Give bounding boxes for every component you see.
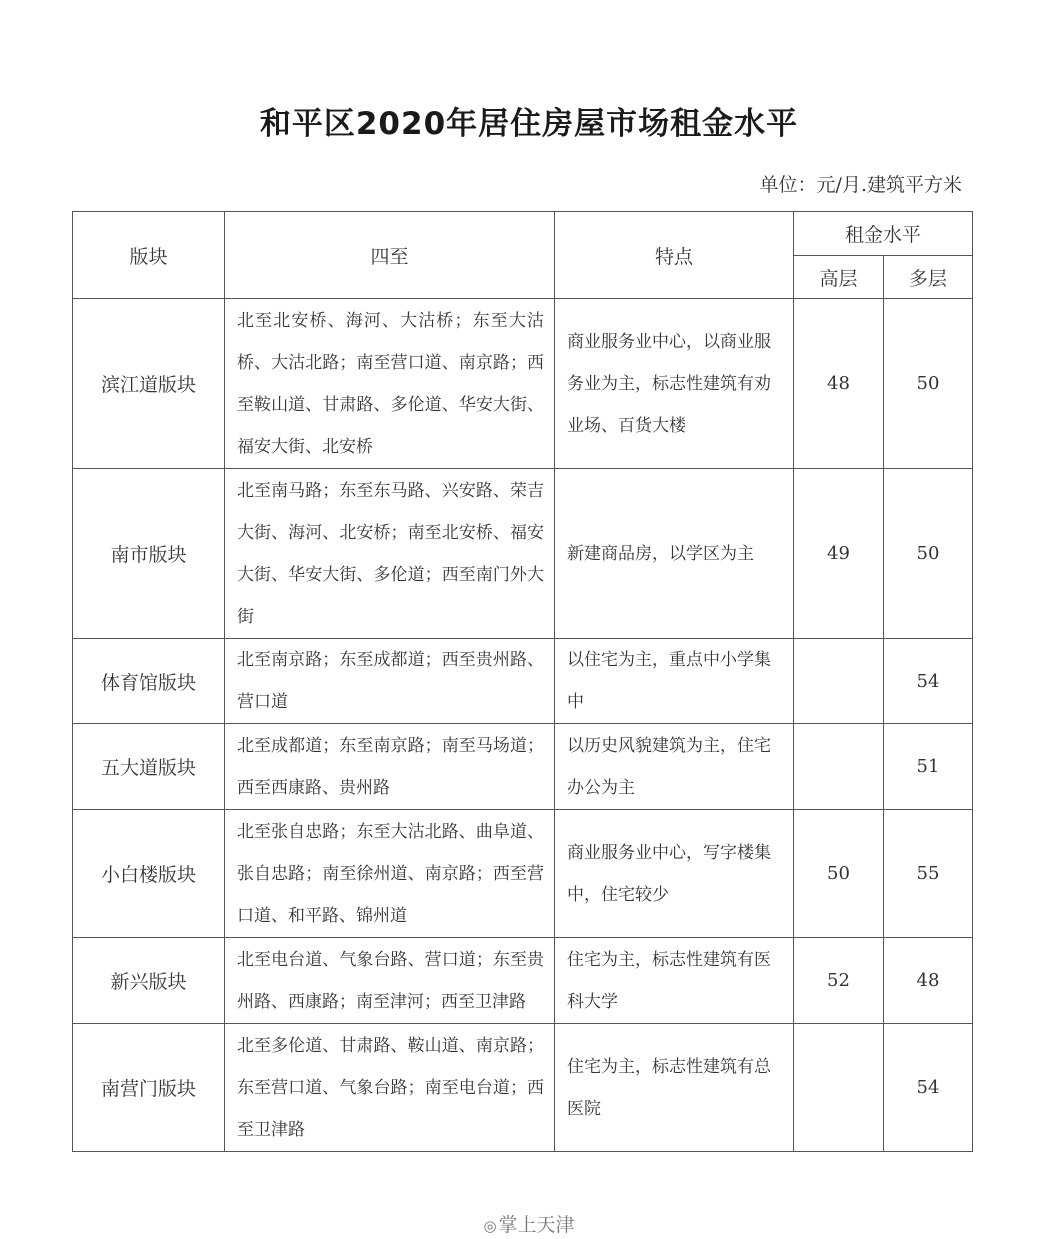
feature-text: 新建商品房，以学区为主 bbox=[555, 469, 794, 639]
feature-text: 商业服务业中心，以商业服务业为主，标志性建筑有劝业场、百货大楼 bbox=[555, 299, 794, 469]
block-name: 南市版块 bbox=[73, 469, 225, 639]
block-name: 五大道版块 bbox=[73, 724, 225, 810]
feature-text: 住宅为主，标志性建筑有医科大学 bbox=[555, 938, 794, 1024]
rent-multi: 51 bbox=[884, 724, 973, 810]
rent-high bbox=[794, 1024, 884, 1152]
header-boundary: 四至 bbox=[225, 212, 555, 299]
rent-high bbox=[794, 724, 884, 810]
watermark-text: 掌上天津 bbox=[498, 1214, 575, 1236]
rent-multi: 50 bbox=[884, 299, 973, 469]
page-title: 和平区2020年居住房屋市场租金水平 bbox=[259, 106, 799, 142]
table-row bbox=[73, 469, 973, 639]
table-row bbox=[73, 639, 973, 724]
feature-text: 住宅为主，标志性建筑有总医院 bbox=[555, 1024, 794, 1152]
rent-multi: 54 bbox=[884, 639, 973, 724]
boundary-text: 北至南马路；东至东马路、兴安路、荣吉大街、海河、北安桥；南至北安桥、福安大街、华安大街、多伦道；西至南门外大街 bbox=[225, 469, 555, 639]
boundary-text: 北至南京路；东至成都道；西至贵州路、营口道 bbox=[225, 639, 555, 724]
feature-text: 以住宅为主，重点中小学集中 bbox=[555, 639, 794, 724]
rent-multi: 50 bbox=[884, 469, 973, 639]
table-row bbox=[73, 299, 973, 469]
rent-multi: 54 bbox=[884, 1024, 973, 1152]
boundary-text: 北至成都道；东至南京路；南至马场道；西至西康路、贵州路 bbox=[225, 724, 555, 810]
rent-high bbox=[794, 639, 884, 724]
block-name: 滨江道版块 bbox=[73, 299, 225, 469]
table-row bbox=[73, 810, 973, 938]
feature-text: 以历史风貌建筑为主，住宅办公为主 bbox=[555, 724, 794, 810]
weibo-icon: ◎ bbox=[483, 1217, 497, 1235]
header-block: 版块 bbox=[73, 212, 225, 299]
block-name: 南营门版块 bbox=[73, 1024, 225, 1152]
rent-high: 48 bbox=[794, 299, 884, 469]
block-name: 体育馆版块 bbox=[73, 639, 225, 724]
boundary-text: 北至多伦道、甘肃路、鞍山道、南京路；东至营口道、气象台路；南至电台道；西至卫津路 bbox=[225, 1024, 555, 1152]
boundary-text: 北至北安桥、海河、大沽桥；东至大沽桥、大沽北路；南至营口道、南京路；西至鞍山道、甘肃路、多伦道、华安大街、福安大街、北安桥 bbox=[225, 299, 555, 469]
rent-high: 50 bbox=[794, 810, 884, 938]
table-row bbox=[73, 1024, 973, 1152]
rent-high: 49 bbox=[794, 469, 884, 639]
block-name: 新兴版块 bbox=[73, 938, 225, 1024]
block-name: 小白楼版块 bbox=[73, 810, 225, 938]
feature-text: 商业服务业中心，写字楼集中，住宅较少 bbox=[555, 810, 794, 938]
rent-table bbox=[72, 211, 973, 1152]
rent-multi: 55 bbox=[884, 810, 973, 938]
unit-label: 单位：元/月.建筑平方米 bbox=[759, 174, 962, 196]
header-multi: 多层 bbox=[884, 256, 973, 299]
watermark bbox=[0, 1210, 1058, 1237]
table-row bbox=[73, 724, 973, 810]
rent-multi: 48 bbox=[884, 938, 973, 1024]
boundary-text: 北至电台道、气象台路、营口道；东至贵州路、西康路；南至津河；西至卫津路 bbox=[225, 938, 555, 1024]
boundary-text: 北至张自忠路；东至大沽北路、曲阜道、张自忠路；南至徐州道、南京路；西至营口道、和平路、锦州道 bbox=[225, 810, 555, 938]
header-high: 高层 bbox=[794, 256, 884, 299]
header-rent: 租金水平 bbox=[794, 212, 973, 256]
table-row bbox=[73, 938, 973, 1024]
rent-high: 52 bbox=[794, 938, 884, 1024]
header-feature: 特点 bbox=[555, 212, 794, 299]
